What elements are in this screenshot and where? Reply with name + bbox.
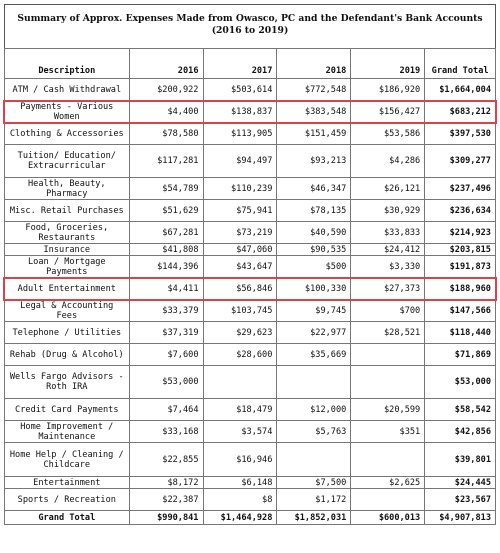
row-value-2016: $4,400 xyxy=(129,101,203,123)
row-grand-total: $24,445 xyxy=(425,477,496,489)
table-row xyxy=(5,366,496,399)
row-value-2017: $6,148 xyxy=(203,477,277,489)
row-description: Entertainment xyxy=(5,477,130,489)
row-value-2018 xyxy=(277,443,351,477)
row-value-2016: $54,789 xyxy=(129,178,203,200)
row-value-2016: $4,411 xyxy=(129,278,203,300)
row-grand-total: $1,664,004 xyxy=(425,79,496,101)
row-grand-total: $58,542 xyxy=(425,399,496,421)
grand-total-2017: $1,464,928 xyxy=(203,511,277,525)
row-value-2018: $35,669 xyxy=(277,344,351,366)
row-description: Telephone / Utilities xyxy=(5,322,130,344)
row-value-2016: $7,464 xyxy=(129,399,203,421)
row-grand-total: $191,873 xyxy=(425,256,496,278)
row-value-2017: $47,060 xyxy=(203,244,277,256)
row-grand-total: $397,530 xyxy=(425,123,496,145)
row-value-2016: $117,281 xyxy=(129,145,203,178)
row-value-2019: $186,920 xyxy=(351,79,425,101)
row-value-2019 xyxy=(351,443,425,477)
row-value-2017: $56,846 xyxy=(203,278,277,300)
row-value-2018: $1,172 xyxy=(277,489,351,511)
header-2016: 2016 xyxy=(129,49,203,79)
row-description: Credit Card Payments xyxy=(5,399,130,421)
row-value-2016: $67,281 xyxy=(129,222,203,244)
header-row xyxy=(5,49,496,79)
table-row xyxy=(5,256,496,278)
row-grand-total: $147,566 xyxy=(425,300,496,322)
row-grand-total: $236,634 xyxy=(425,200,496,222)
row-value-2019: $3,330 xyxy=(351,256,425,278)
row-description: Misc. Retail Purchases xyxy=(5,200,130,222)
grand-total-2018: $1,852,031 xyxy=(277,511,351,525)
expense-table xyxy=(4,48,496,525)
row-grand-total: $237,496 xyxy=(425,178,496,200)
grand-total-label: Grand Total xyxy=(5,511,130,525)
row-value-2018 xyxy=(277,366,351,399)
row-description: Clothing & Accessories xyxy=(5,123,130,145)
row-value-2017: $3,574 xyxy=(203,421,277,443)
row-value-2017: $138,837 xyxy=(203,101,277,123)
row-value-2016: $51,629 xyxy=(129,200,203,222)
row-value-2019: $26,121 xyxy=(351,178,425,200)
row-value-2019 xyxy=(351,366,425,399)
row-value-2017: $43,647 xyxy=(203,256,277,278)
row-description: Loan / Mortgage Payments xyxy=(5,256,130,278)
row-value-2017: $94,497 xyxy=(203,145,277,178)
row-value-2016: $78,580 xyxy=(129,123,203,145)
table-row xyxy=(5,443,496,477)
row-value-2016: $53,000 xyxy=(129,366,203,399)
row-description: Adult Entertainment xyxy=(5,278,130,300)
row-value-2018: $93,213 xyxy=(277,145,351,178)
row-value-2016: $8,172 xyxy=(129,477,203,489)
grand-total-overall: $4,907,813 xyxy=(425,511,496,525)
row-value-2017: $113,905 xyxy=(203,123,277,145)
row-description: Rehab (Drug & Alcohol) xyxy=(5,344,130,366)
header-description: Description xyxy=(5,49,130,79)
table-row xyxy=(5,278,496,300)
row-grand-total: $118,440 xyxy=(425,322,496,344)
grand-total-2016: $990,841 xyxy=(129,511,203,525)
row-value-2018: $383,548 xyxy=(277,101,351,123)
row-value-2018: $772,548 xyxy=(277,79,351,101)
row-value-2019 xyxy=(351,489,425,511)
row-value-2019: $53,586 xyxy=(351,123,425,145)
table-row xyxy=(5,399,496,421)
row-value-2019: $24,412 xyxy=(351,244,425,256)
table-row xyxy=(5,477,496,489)
row-grand-total: $42,856 xyxy=(425,421,496,443)
row-value-2016: $41,808 xyxy=(129,244,203,256)
grand-total-2019: $600,013 xyxy=(351,511,425,525)
expense-summary-sheet xyxy=(4,4,496,525)
row-grand-total: $39,801 xyxy=(425,443,496,477)
row-description: Health, Beauty, Pharmacy xyxy=(5,178,130,200)
row-value-2017: $110,239 xyxy=(203,178,277,200)
row-value-2016: $7,600 xyxy=(129,344,203,366)
row-description: ATM / Cash Withdrawal xyxy=(5,79,130,101)
header-2018: 2018 xyxy=(277,49,351,79)
row-value-2019: $30,929 xyxy=(351,200,425,222)
row-value-2018: $100,330 xyxy=(277,278,351,300)
table-row xyxy=(5,244,496,256)
row-value-2019: $2,625 xyxy=(351,477,425,489)
row-value-2019: $27,373 xyxy=(351,278,425,300)
row-description: Payments - Various Women xyxy=(5,101,130,123)
title-line-2: (2016 to 2019) xyxy=(211,25,289,36)
row-value-2016: $22,855 xyxy=(129,443,203,477)
row-grand-total: $53,000 xyxy=(425,366,496,399)
header-grand-total: Grand Total xyxy=(425,49,496,79)
row-value-2016: $144,396 xyxy=(129,256,203,278)
row-value-2019: $28,521 xyxy=(351,322,425,344)
table-row xyxy=(5,145,496,178)
row-grand-total: $188,960 xyxy=(425,278,496,300)
row-value-2018: $90,535 xyxy=(277,244,351,256)
row-grand-total: $203,815 xyxy=(425,244,496,256)
table-row xyxy=(5,222,496,244)
row-value-2017: $503,614 xyxy=(203,79,277,101)
row-grand-total: $309,277 xyxy=(425,145,496,178)
table-row xyxy=(5,79,496,101)
row-description: Home Improvement / Maintenance xyxy=(5,421,130,443)
row-value-2019: $351 xyxy=(351,421,425,443)
grand-total-row xyxy=(5,511,496,525)
row-description: Wells Fargo Advisors - Roth IRA xyxy=(5,366,130,399)
row-description: Insurance xyxy=(5,244,130,256)
header-2019: 2019 xyxy=(351,49,425,79)
row-grand-total: $683,212 xyxy=(425,101,496,123)
row-description: Tuition/ Education/ Extracurricular xyxy=(5,145,130,178)
row-value-2018: $46,347 xyxy=(277,178,351,200)
row-value-2019: $156,427 xyxy=(351,101,425,123)
row-value-2017 xyxy=(203,366,277,399)
table-row xyxy=(5,300,496,322)
table-title xyxy=(4,4,496,48)
row-value-2016: $37,319 xyxy=(129,322,203,344)
table-row xyxy=(5,489,496,511)
table-row xyxy=(5,344,496,366)
row-value-2018: $78,135 xyxy=(277,200,351,222)
table-row xyxy=(5,200,496,222)
row-value-2016: $22,387 xyxy=(129,489,203,511)
row-grand-total: $214,923 xyxy=(425,222,496,244)
row-value-2018: $12,000 xyxy=(277,399,351,421)
row-value-2017: $8 xyxy=(203,489,277,511)
table-row xyxy=(5,123,496,145)
row-value-2018: $22,977 xyxy=(277,322,351,344)
row-value-2017: $75,941 xyxy=(203,200,277,222)
row-value-2016: $33,379 xyxy=(129,300,203,322)
row-description: Legal & Accounting Fees xyxy=(5,300,130,322)
row-value-2018: $7,500 xyxy=(277,477,351,489)
table-row xyxy=(5,101,496,123)
row-value-2018: $5,763 xyxy=(277,421,351,443)
row-value-2019: $700 xyxy=(351,300,425,322)
row-value-2018: $9,745 xyxy=(277,300,351,322)
row-value-2017: $16,946 xyxy=(203,443,277,477)
row-value-2017: $73,219 xyxy=(203,222,277,244)
row-value-2019: $20,599 xyxy=(351,399,425,421)
row-value-2017: $28,600 xyxy=(203,344,277,366)
title-line-1: Summary of Approx. Expenses Made from Owasco, PC and the Defendant's Bank Accounts xyxy=(17,13,483,24)
row-description: Home Help / Cleaning / Childcare xyxy=(5,443,130,477)
row-value-2019 xyxy=(351,344,425,366)
row-value-2018: $40,590 xyxy=(277,222,351,244)
table-row xyxy=(5,178,496,200)
row-grand-total: $71,869 xyxy=(425,344,496,366)
header-2017: 2017 xyxy=(203,49,277,79)
row-description: Food, Groceries, Restaurants xyxy=(5,222,130,244)
row-value-2016: $200,922 xyxy=(129,79,203,101)
row-description: Sports / Recreation xyxy=(5,489,130,511)
row-value-2016: $33,168 xyxy=(129,421,203,443)
row-value-2018: $151,459 xyxy=(277,123,351,145)
row-grand-total: $23,567 xyxy=(425,489,496,511)
row-value-2019: $4,286 xyxy=(351,145,425,178)
row-value-2017: $18,479 xyxy=(203,399,277,421)
row-value-2018: $500 xyxy=(277,256,351,278)
row-value-2019: $33,833 xyxy=(351,222,425,244)
table-row xyxy=(5,421,496,443)
table-row xyxy=(5,322,496,344)
row-value-2017: $103,745 xyxy=(203,300,277,322)
row-value-2017: $29,623 xyxy=(203,322,277,344)
